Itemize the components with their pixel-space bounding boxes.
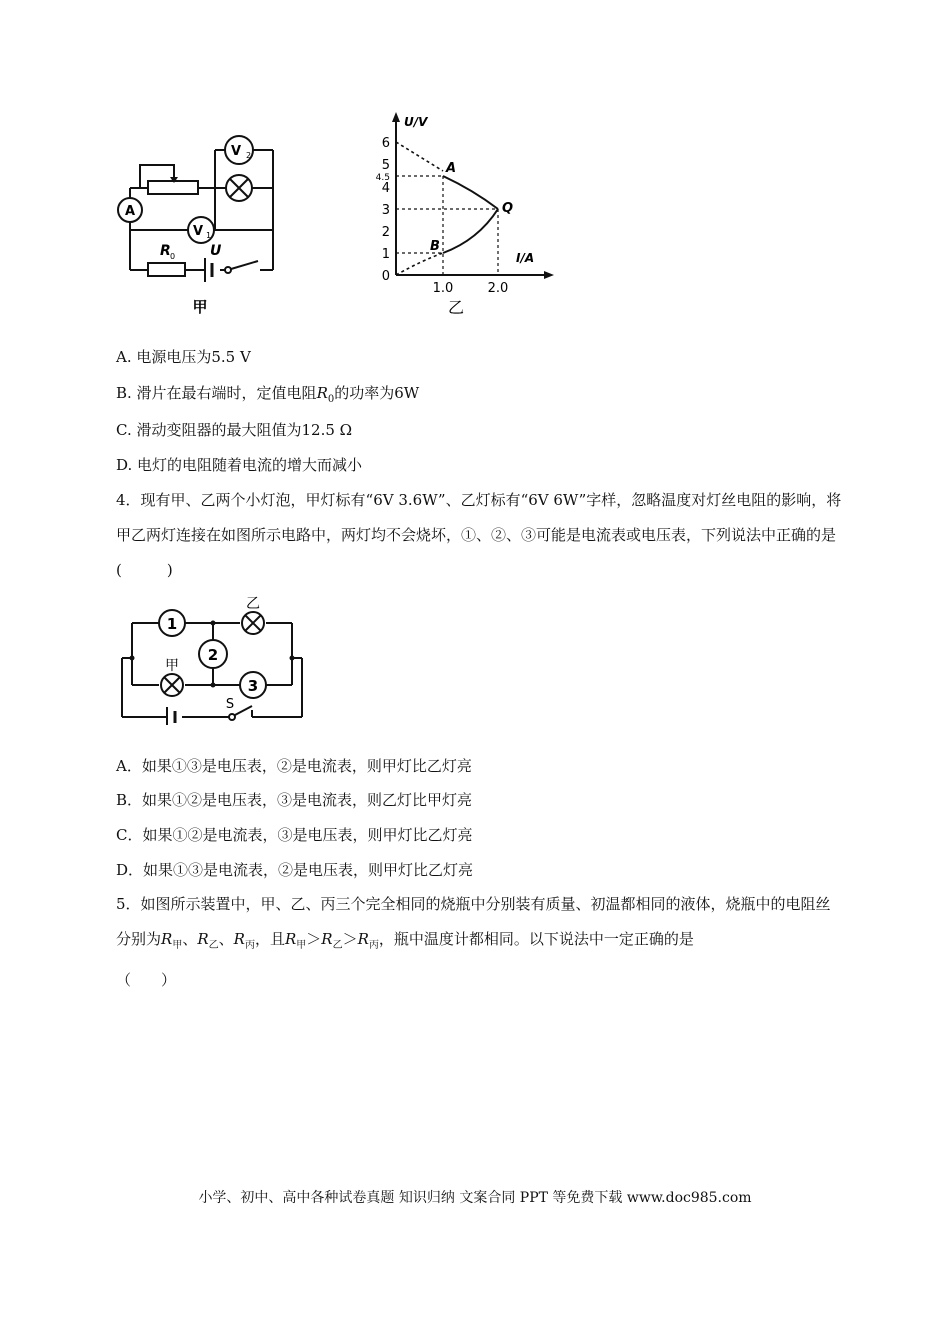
- q4-option-d: [116, 860, 473, 880]
- r-sub: 乙: [208, 940, 219, 951]
- q3-option-a: [116, 347, 251, 367]
- q3-option-b-sub: 0: [327, 394, 335, 405]
- page-footer: 小学、初中、高中各种试卷真题 知识归纳 文案合同 PPT 等免费下载 www.doc985.com: [198, 1190, 752, 1206]
- q5-paren: （ ）: [116, 971, 177, 989]
- r-var: R: [284, 930, 297, 948]
- meter-1-label: 1: [166, 615, 178, 633]
- v2-sub: 2: [246, 151, 252, 160]
- q5-text-3: ，瓶中温度计都相同。以下说法中一定正确的是: [378, 930, 694, 948]
- lamp-jia-label: 甲: [165, 658, 179, 674]
- y-tick: 5: [381, 158, 390, 173]
- x-axis-label: I/A: [516, 251, 535, 265]
- lamp-yi-label: 乙: [246, 596, 260, 612]
- figure-caption-jia: 甲: [192, 298, 208, 316]
- question-5: [116, 887, 844, 998]
- point-q-label: Q: [502, 201, 514, 216]
- q3-option-b-pre: B. 滑片在最右端时，定值电阻: [116, 384, 317, 402]
- q3-option-c: [116, 420, 352, 440]
- y-tick: 0: [381, 269, 390, 284]
- q3-option-a-text: A. 电源电压为5.5 V: [116, 348, 251, 366]
- q3-option-d: [116, 455, 362, 475]
- circuit-figure-jia: [110, 125, 290, 320]
- v1-label: V: [192, 224, 204, 239]
- x-tick: 2.0: [487, 281, 509, 296]
- r-sub: 丙: [244, 940, 255, 951]
- q4-option-b-text: B．如果①②是电压表，③是电流表，则乙灯比甲灯亮: [116, 791, 473, 809]
- ammeter-label: A: [124, 204, 136, 219]
- circuit-figure-q4: [112, 590, 312, 725]
- q3-option-d-text: D. 电灯的电阻随着电流的增大而减小: [116, 456, 363, 474]
- question-4-text: 4．现有甲、乙两个小灯泡，甲灯标有“6V 3.6W”、乙灯标有“6V 6W”字样，忽略温度对灯丝电阻的影响，将甲乙两灯连接在如图所示电路中，两灯均不会烧坏，①、②、③可能是电流表或电压表，下列说法中正确的是( ): [116, 491, 842, 579]
- r-sub: 丙: [368, 940, 379, 951]
- ui-graph-figure-yi: [368, 110, 563, 320]
- y-axis-label: U/V: [404, 115, 428, 129]
- point-a-label: A: [446, 161, 457, 176]
- y-tick: 2: [381, 225, 390, 240]
- r-sub: 甲: [296, 940, 307, 951]
- q3-option-c-text: C. 滑动变阻器的最大阻值为12.5 Ω: [116, 421, 353, 439]
- y-tick: 4: [381, 181, 390, 196]
- y-tick: 3: [381, 203, 390, 218]
- r0-sub: 0: [170, 252, 176, 261]
- q4-option-c: [116, 825, 472, 845]
- q4-option-c-text: C．如果①②是电流表，③是电压表，则甲灯比乙灯亮: [116, 826, 473, 844]
- r0-label: R: [160, 243, 171, 259]
- v2-label: V: [230, 144, 242, 159]
- q3-option-b: [116, 383, 419, 410]
- y-tick: 4.5: [375, 173, 390, 183]
- y-tick: 1: [381, 247, 390, 262]
- r-sub: 乙: [332, 940, 343, 951]
- q5-gt: ＞: [306, 930, 322, 948]
- meter-2-label: 2: [207, 646, 219, 664]
- u-label: U: [210, 243, 222, 259]
- r-var: R: [321, 930, 333, 948]
- q5-text-1: 5．如图所示装置中，甲、乙、丙三个完全相同的烧瓶中分别装有质量、初温都相同的液体，烧瓶中的电阻丝分别为: [116, 895, 831, 948]
- q3-option-b-var: R: [316, 384, 328, 402]
- x-tick: 1.0: [432, 281, 454, 296]
- y-tick: 6: [381, 136, 390, 151]
- q3-option-b-post: 的功率为6W: [334, 384, 420, 402]
- question-4: [116, 483, 844, 588]
- r-sub: 甲: [172, 940, 183, 951]
- point-b-label: B: [430, 239, 440, 254]
- q5-sep: 、: [218, 930, 234, 948]
- switch-label: S: [225, 697, 235, 712]
- q4-option-a-text: A．如果①③是电压表，②是电流表，则甲灯比乙灯亮: [116, 757, 472, 775]
- q4-option-d-text: D．如果①③是电流表，②是电压表，则甲灯比乙灯亮: [116, 861, 474, 879]
- q5-sep: 、: [182, 930, 198, 948]
- r-var: R: [233, 930, 245, 948]
- figure-caption-yi: 乙: [447, 298, 465, 317]
- q5-gt: ＞: [342, 930, 358, 948]
- q4-option-a: [116, 756, 472, 776]
- r-var: R: [357, 930, 369, 948]
- q5-text-2: ，且: [254, 930, 285, 948]
- r-var: R: [161, 930, 173, 948]
- r-var: R: [197, 930, 209, 948]
- q4-option-b: [116, 790, 472, 810]
- meter-3-label: 3: [247, 677, 259, 695]
- v1-sub: 1: [206, 231, 212, 240]
